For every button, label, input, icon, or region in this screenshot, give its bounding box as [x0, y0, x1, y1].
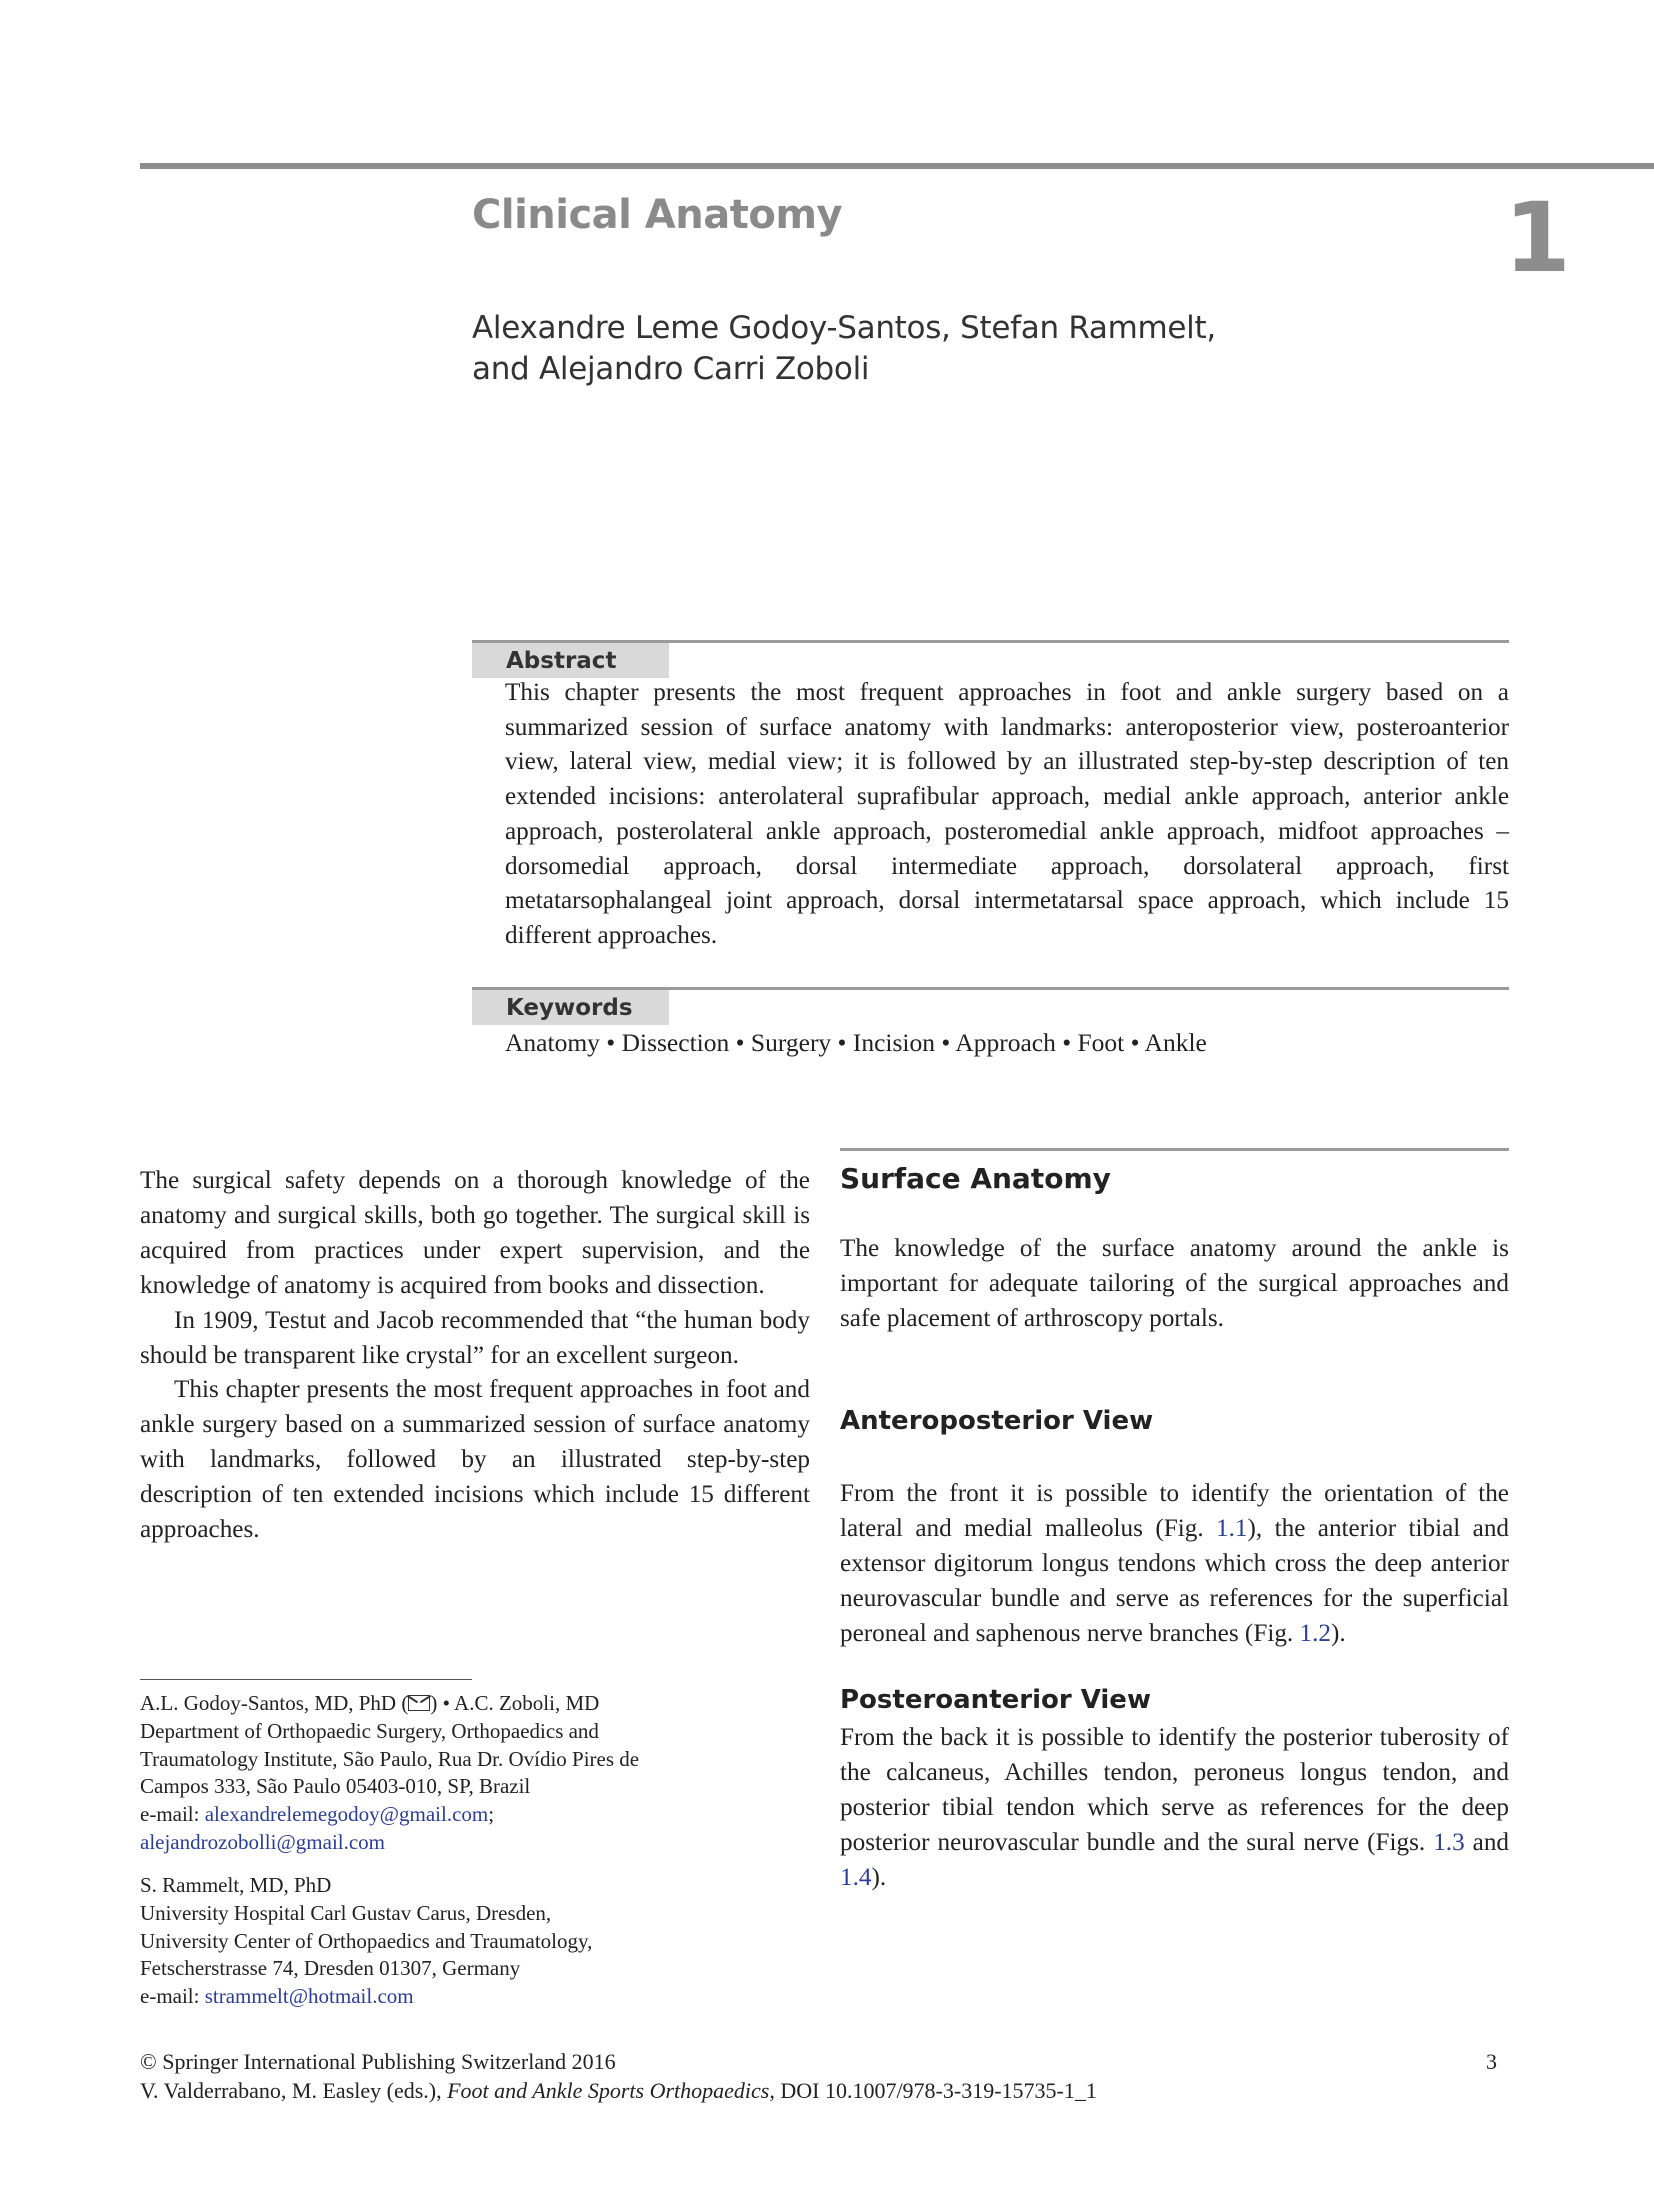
anteroposterior-paragraph [840, 1477, 1509, 1652]
keywords-label: Keywords [472, 990, 669, 1025]
posteroanterior-heading: Posteroanterior View [840, 1685, 1151, 1715]
posteroanterior-text [840, 1721, 1509, 1896]
citation-editors: V. Valderrabano, M. Easley (eds.), [140, 2078, 448, 2103]
chapter-number: 1 [1504, 182, 1571, 294]
anteroposterior-text-b: ), the anterior tibial and extensor digitorum longus tendons which cross the deep anterior neurovascular bundle and serve as references for the superficial peroneal and saphenous nerve branches (Fig. [840, 1514, 1510, 1647]
affiliation-2-email-line [140, 1983, 820, 2011]
authors-line-2: and Alejandro Carri Zoboli [472, 351, 870, 387]
abstract-label: Abstract [472, 643, 669, 678]
intro-paragraph-3: This chapter presents the most frequent approaches in foot and ankle surgery based on a summarized session of surface anatomy with landmarks, followed by an illustrated step-by-step description of ten extended incisions which include 15 different approaches. [140, 1376, 810, 1544]
figure-ref-1-4[interactable]: 1.4 [840, 1863, 872, 1891]
intro-paragraph-1: The surgical safety depends on a thorough knowledge of the anatomy and surgical skills, both go together. The surgical skill is acquired from practices under expert supervision, and the knowledge of anatomy is acquired from books and dissection. [140, 1167, 810, 1299]
email-label: e-mail: [140, 1802, 205, 1827]
affiliation-2-name: S. Rammelt, MD, PhD [140, 1873, 332, 1897]
affiliation-2-line-2: University Hospital Carl Gustav Carus, Dresden, [140, 1900, 552, 1925]
top-rule [140, 163, 1654, 169]
anteroposterior-text-a: From the front it is possible to identify the orientation of the lateral and medial malleolus (Fig. [840, 1480, 1509, 1542]
intro-paragraph-2: In 1909, Testut and Jacob recommended that “the human body should be transparent like crystal” for an excellent surgeon. [140, 1306, 810, 1369]
affiliation-block-2 [140, 1872, 820, 2011]
footnote-rule [140, 1679, 472, 1680]
affiliation-2-line-3: University Center of Orthopaedics and Traumatology, [140, 1928, 593, 1953]
posteroanterior-paragraph [840, 1721, 1509, 1896]
affiliation-1-line-2: Department of Orthopaedic Surgery, Orthopaedics and [140, 1718, 599, 1743]
anteroposterior-text [840, 1477, 1509, 1652]
affiliation-2-line-4: Fetscherstrasse 74, Dresden 01307, Germany [140, 1956, 521, 1981]
email-link-rammelt[interactable]: strammelt@hotmail.com [204, 1984, 414, 2009]
page-number: 3 [1486, 2049, 1497, 2074]
affiliation-1-email-line [140, 1801, 820, 1829]
chapter-authors [472, 308, 1232, 390]
figure-ref-1-1[interactable]: 1.1 [1216, 1514, 1248, 1542]
affiliation-block-1 [140, 1690, 820, 1857]
section-rule [840, 1148, 1509, 1151]
envelope-icon [408, 1695, 430, 1711]
affiliation-1-line-3: Traumatology Institute, São Paulo, Rua Dr. Ovídio Pires de [140, 1746, 640, 1771]
keywords-text: Anatomy • Dissection • Surgery • Incision • Approach • Foot • Ankle [505, 1028, 1207, 1057]
affiliation-1-names [140, 1690, 820, 1718]
surface-anatomy-paragraph: The knowledge of the surface anatomy around the ankle is important for adequate tailoring of the surgical approaches and safe placement of arthroscopy portals. [840, 1235, 1509, 1332]
posteroanterior-text-b: and [1464, 1828, 1510, 1856]
citation-book-title: Foot and Ankle Sports Orthopaedics [447, 2078, 770, 2103]
email-label-2: e-mail: [140, 1984, 205, 2009]
posteroanterior-text-a: From the back it is possible to identify the posterior tuberosity of the calcaneus, Achilles tendon, peroneus longus tendon, and posterior tibial tendon which serve as references for the deep posterior neurovascular bundle and the sural nerve (Figs. [840, 1724, 1509, 1856]
citation-line [140, 2076, 1097, 2105]
posteroanterior-text-c: ). [871, 1863, 887, 1891]
left-column [140, 1164, 810, 1548]
email-separator: ; [488, 1802, 495, 1827]
authors-line-1: Alexandre Leme Godoy-Santos, Stefan Rammelt, [472, 310, 1216, 346]
figure-ref-1-2[interactable]: 1.2 [1299, 1619, 1331, 1647]
email-link-godoy[interactable]: alexandrelemegodoy@gmail.com [204, 1802, 489, 1827]
surface-anatomy-text [840, 1232, 1509, 1337]
chapter-title: Clinical Anatomy [472, 192, 843, 238]
affiliation-1-email-line-2 [140, 1829, 820, 1857]
surface-anatomy-heading: Surface Anatomy [840, 1162, 1111, 1195]
affiliation-1-name-b: ) • A.C. Zoboli, MD [430, 1691, 600, 1715]
copyright-line: © Springer International Publishing Switzerland 2016 [140, 2049, 616, 2074]
citation-doi: , DOI 10.1007/978-3-319-15735-1_1 [769, 2078, 1097, 2103]
anteroposterior-heading: Anteroposterior View [840, 1406, 1154, 1436]
affiliation-1-name-a: A.L. Godoy-Santos, MD, PhD ( [140, 1691, 409, 1715]
abstract-text: This chapter presents the most frequent approaches in foot and ankle surgery based on a summarized session of surface anatomy with landmarks: anteroposterior view, posteroanterior view, lateral view, medial view; it is followed by an illustrated step-by-step description of ten extended incisions: anterolateral suprafibular approach, medial ankle approach, anterior ankle approach, posterolateral ankle approach, posteromedial ankle approach, midfoot approaches – dorsomedial approach, dorsal intermediate approach, dorsolateral approach, first metatarsophalangeal joint approach, dorsal intermetatarsal space approach, which include 15 different approaches. [505, 679, 1509, 949]
figure-ref-1-3[interactable]: 1.3 [1433, 1828, 1465, 1856]
affiliation-1-line-4: Campos 333, São Paulo 05403-010, SP, Brazil [140, 1774, 531, 1799]
email-link-zoboli[interactable]: alejandrozobolli@gmail.com [140, 1829, 386, 1854]
anteroposterior-text-c: ). [1331, 1619, 1346, 1647]
